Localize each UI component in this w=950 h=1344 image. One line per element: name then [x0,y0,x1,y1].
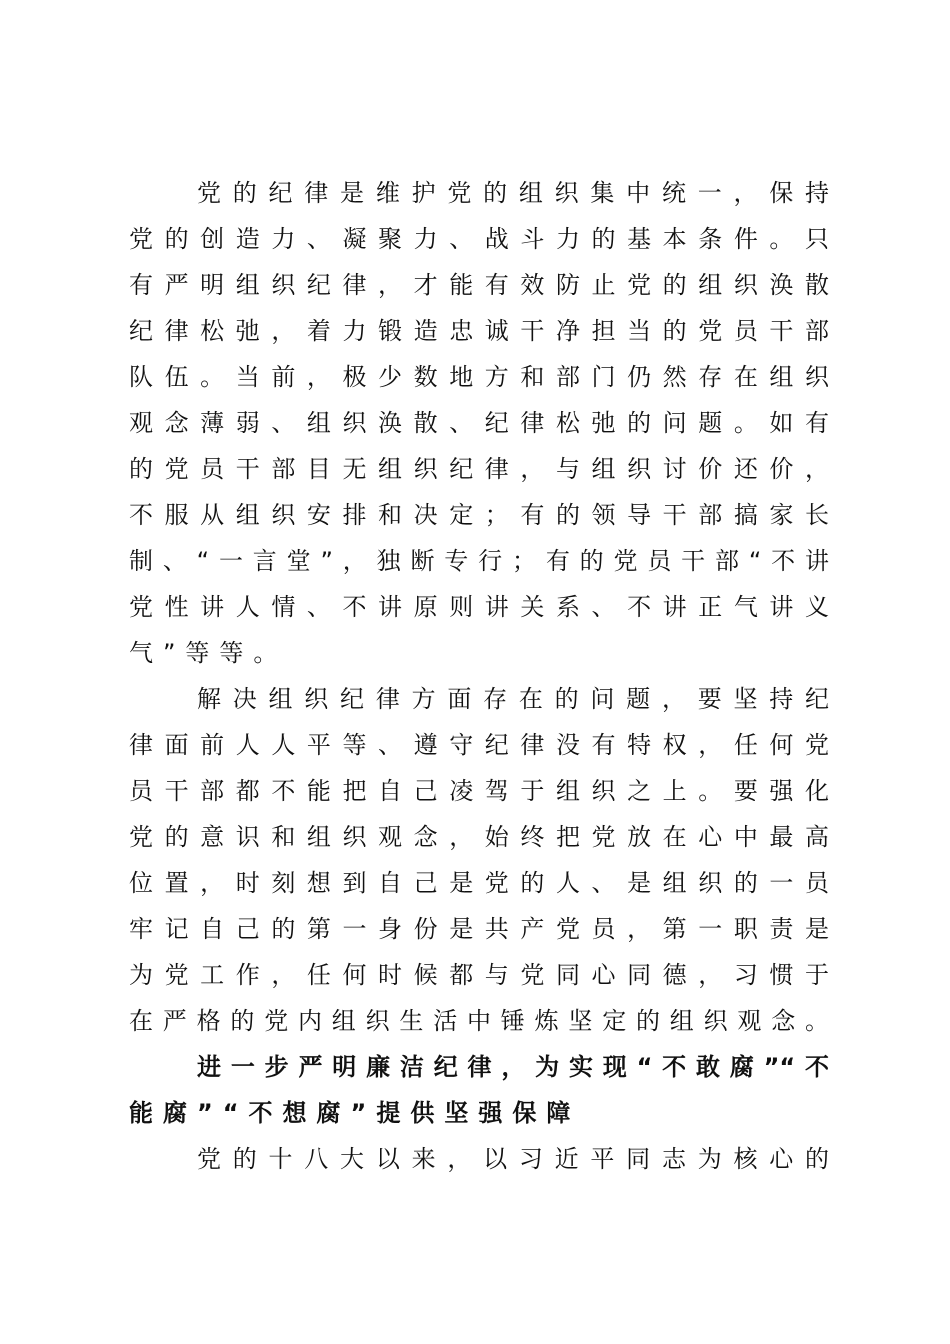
paragraph-3 [129,1136,829,1182]
document-body [129,170,829,1182]
text-line: 党的纪律是维护党的组织集中统一，保持 [197,179,829,207]
text-line: 位置，时刻想到自己是党的人、是组织的一员 [129,869,829,897]
text-line: 在严格的党内组织生活中锤炼坚定的组织观念。 [129,1007,829,1035]
text-line: 队伍。当前，极少数地方和部门仍然存在组织 [129,363,829,391]
paragraph-2 [129,676,829,1044]
text-line: 纪律松弛，着力锻造忠诚干净担当的党员干部 [129,317,829,345]
section-heading [129,1044,829,1136]
text-line: 党的创造力、凝聚力、战斗力的基本条件。只 [129,225,829,253]
text-line: 党的意识和组织观念，始终把党放在心中最高 [129,823,829,851]
text-line: 为党工作，任何时候都与党同心同德，习惯于 [129,961,829,989]
text-line: 有严明组织纪律，才能有效防止党的组织涣散 [129,271,829,299]
paragraph-1 [129,170,829,676]
text-line: 气”等等。 [129,639,288,667]
text-line: 员干部都不能把自己凌驾于组织之上。要强化 [129,777,829,805]
text-line: 党性讲人情、不讲原则讲关系、不讲正气讲义 [129,593,829,621]
text-line: 党的十八大以来，以习近平同志为核心的 [197,1145,829,1173]
text-line: 观念薄弱、组织涣散、纪律松弛的问题。如有 [129,409,829,437]
text-line: 解决组织纪律方面存在的问题，要坚持纪 [197,685,829,713]
heading-line: 进一步严明廉洁纪律，为实现“不敢腐”“不 [197,1053,829,1081]
heading-line: 能腐”“不想腐”提供坚强保障 [129,1099,581,1127]
text-line: 不服从组织安排和决定；有的领导干部搞家长 [129,501,829,529]
text-line: 牢记自己的第一身份是共产党员，第一职责是 [129,915,829,943]
text-line: 的党员干部目无组织纪律，与组织讨价还价， [129,455,829,483]
text-line: 律面前人人平等、遵守纪律没有特权，任何党 [129,731,829,759]
text-line: 制、“一言堂”，独断专行；有的党员干部“不讲 [129,547,829,575]
